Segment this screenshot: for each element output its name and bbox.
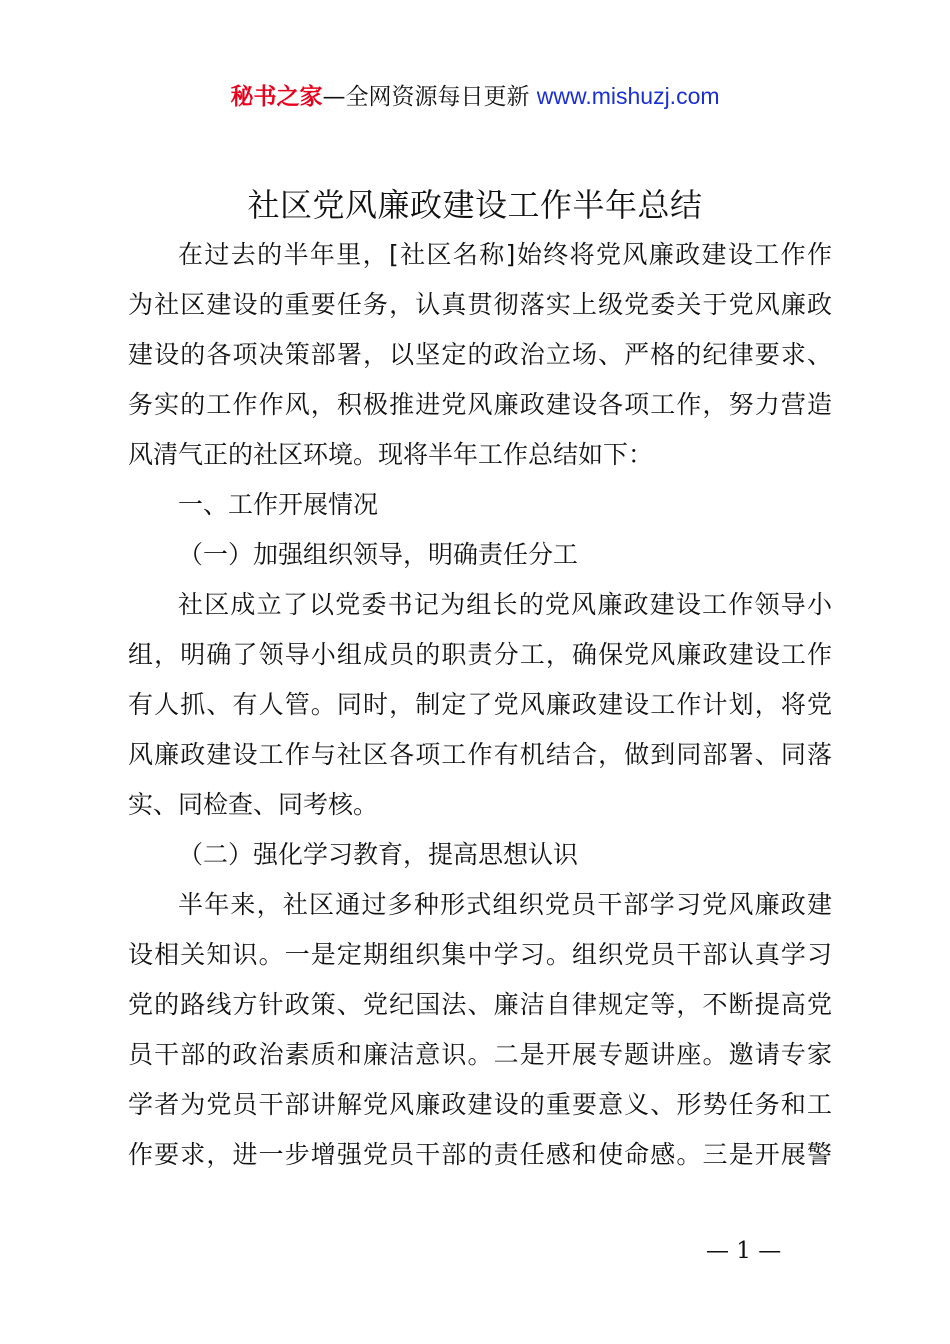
paragraph-line: 为社区建设的重要任务，认真贯彻落实上级党委关于党风廉政: [128, 290, 832, 319]
paragraph-line: 党的路线方针政策、党纪国法、廉洁自律规定等，不断提高党: [128, 990, 832, 1019]
paragraph-line: 实、同检查、同考核。: [128, 790, 379, 819]
site-url-link[interactable]: www.mishuzj.com: [536, 83, 720, 109]
paragraph-line: 员干部的政治素质和廉洁意识。二是开展专题讲座。邀请专家: [128, 1040, 832, 1069]
paragraph-line: 风廉政建设工作与社区各项工作有机结合，做到同部署、同落: [128, 740, 832, 769]
section-heading: 一、工作开展情况: [178, 490, 379, 519]
page-number: — 1 —: [706, 1238, 782, 1264]
paragraph-line: 风清气正的社区环境。现将半年工作总结如下：: [128, 440, 654, 469]
document-title: 社区党风廉政建设工作半年总结: [247, 186, 703, 224]
subsection-heading: （一）加强组织领导，明确责任分工: [178, 540, 579, 569]
paragraph-line: 务实的工作作风，积极推进党风廉政建设各项工作，努力营造: [128, 390, 832, 419]
paragraph-line: 学者为党员干部讲解党风廉政建设的重要意义、形势任务和工: [128, 1090, 832, 1119]
paragraph-line: 建设的各项决策部署，以坚定的政治立场、严格的纪律要求、: [128, 340, 832, 369]
paragraph-line: 有人抓、有人管。同时，制定了党风廉政建设工作计划，将党: [128, 690, 832, 719]
site-header: [0, 80, 950, 113]
paragraph-line: 组，明确了领导小组成员的职责分工，确保党风廉政建设工作: [128, 640, 832, 669]
paragraph-line: 设相关知识。一是定期组织集中学习。组织党员干部认真学习: [128, 940, 832, 969]
paragraph-line: 社区成立了以党委书记为组长的党风廉政建设工作领导小: [178, 590, 832, 619]
brand-name: 秘书之家: [230, 84, 323, 110]
header-tagline: —全网资源每日更新: [322, 84, 530, 110]
paragraph-line: 在过去的半年里，[社区名称]始终将党风廉政建设工作作: [178, 240, 832, 269]
paragraph-line: 作要求，进一步增强党员干部的责任感和使命感。三是开展警: [128, 1140, 832, 1169]
paragraph-line: 半年来，社区通过多种形式组织党员干部学习党风廉政建: [178, 890, 832, 919]
subsection-heading: （二）强化学习教育，提高思想认识: [178, 840, 579, 869]
